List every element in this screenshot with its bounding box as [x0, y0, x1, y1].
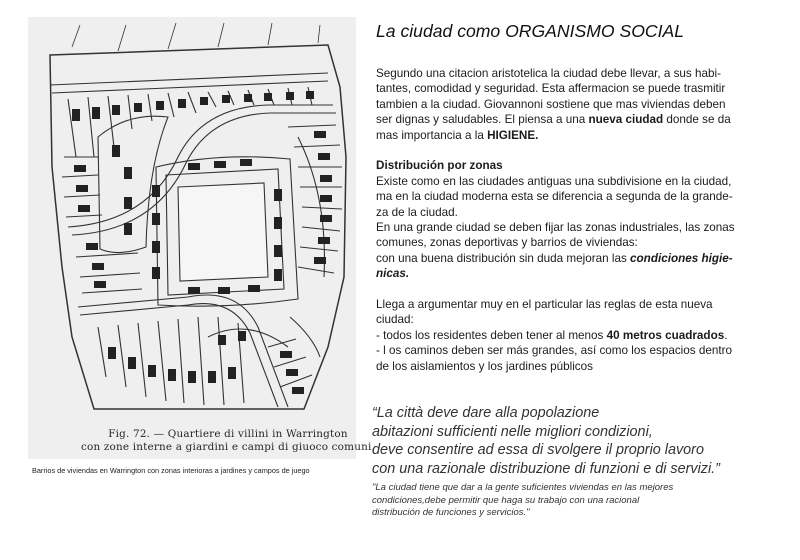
rules-item: de los aislamientos y los jardines públicos [376, 359, 593, 373]
intro-line [376, 128, 768, 143]
quote-line: condiciones,debe permitir que haga su trabajo con una racional [372, 494, 640, 506]
intro-line: tambien a la ciudad. Giovannoni sostiene que mas viviendas deben [376, 97, 726, 111]
intro-text: ser dignas y saludables. El piensa a una [376, 113, 589, 127]
intro-line: Segundo una citacion aristotelica la ciudad debe llevar, a sus habi- [376, 67, 722, 80]
rules-item [376, 328, 768, 343]
plan-caption-line1: Fig. 72. — Quartiere di villini in Warrington [108, 428, 348, 440]
zones-text: con una buena distribución sin duda mejoran las [376, 251, 631, 265]
quote-line: "La ciudad tiene que dar a la gente suficientes viviendas en las mejores [372, 482, 674, 493]
quote-line: deve consentire ad essa di svolgere il proprio lavoro [372, 442, 704, 459]
emphasis-condiciones: condiciones higie- [630, 251, 733, 265]
intro-text: mas importancia a la [376, 128, 488, 142]
quote-line: “La città deve dare alla popolazione [372, 405, 600, 421]
body-text [376, 66, 768, 374]
rules-text: . [724, 328, 728, 342]
quote-line: con una razionale distribuzione di funzioni e di servizi.” [372, 460, 720, 477]
page-title: La ciudad como ORGANISMO SOCIAL [376, 21, 685, 41]
emphasis-higiene: HIGIENE. [487, 128, 539, 142]
zones-line: Existe como en las ciudades antiguas una subdivisione en la ciudad, [376, 174, 732, 188]
plan-caption-line2: con zone interne a giardini e campi di giuoco comuni. [80, 441, 376, 453]
emphasis-40-metros: 40 metros cuadrados [606, 328, 725, 342]
intro-line: tantes, comodidad y seguridad. Esta affermacion se puede trasmitir [376, 82, 726, 96]
site-plan-image [28, 17, 376, 459]
zones-line [376, 251, 768, 266]
plan-caption [78, 428, 378, 454]
zones-line [376, 266, 768, 281]
rules-text: - todos los residentes deben tener al menos [376, 328, 607, 342]
rules-line: ciudad: [376, 313, 414, 327]
zones-heading: Distribución por zonas [376, 159, 503, 173]
zones-line: En una grande ciudad se deben fijar las zonas industriales, las zonas [376, 221, 735, 235]
zones-line: ma en la ciudad moderna esta se diferencia a segunda de la grande- [376, 190, 733, 204]
quote-line: abitazioni sufficienti nelle migliori condizioni, [372, 423, 653, 440]
rules-line: Llega a argumentar muy en el particular las reglas de esta nueva [376, 298, 713, 312]
site-plan-drawing [28, 17, 356, 459]
intro-text: donde se da [663, 113, 731, 127]
zones-line: za de la ciudad. [376, 205, 458, 219]
emphasis-nicas: nicas. [376, 267, 410, 281]
quote-line: distribución de funciones y servicios." [372, 507, 530, 519]
rules-item: - l os caminos deben ser más grandes, así como los espacios dentro [376, 344, 732, 358]
image-caption: Barrios de viviendas en Warrington con zonas interioras a jardines y campos de juego [32, 466, 310, 475]
italian-quote [372, 404, 777, 478]
zones-line: comunes, zonas deportivas y barrios de viviendas: [376, 236, 638, 250]
spanish-quote [372, 482, 777, 520]
section-heading [376, 158, 768, 173]
intro-line [376, 112, 768, 127]
emphasis-nueva-ciudad: nueva ciudad [588, 113, 664, 127]
